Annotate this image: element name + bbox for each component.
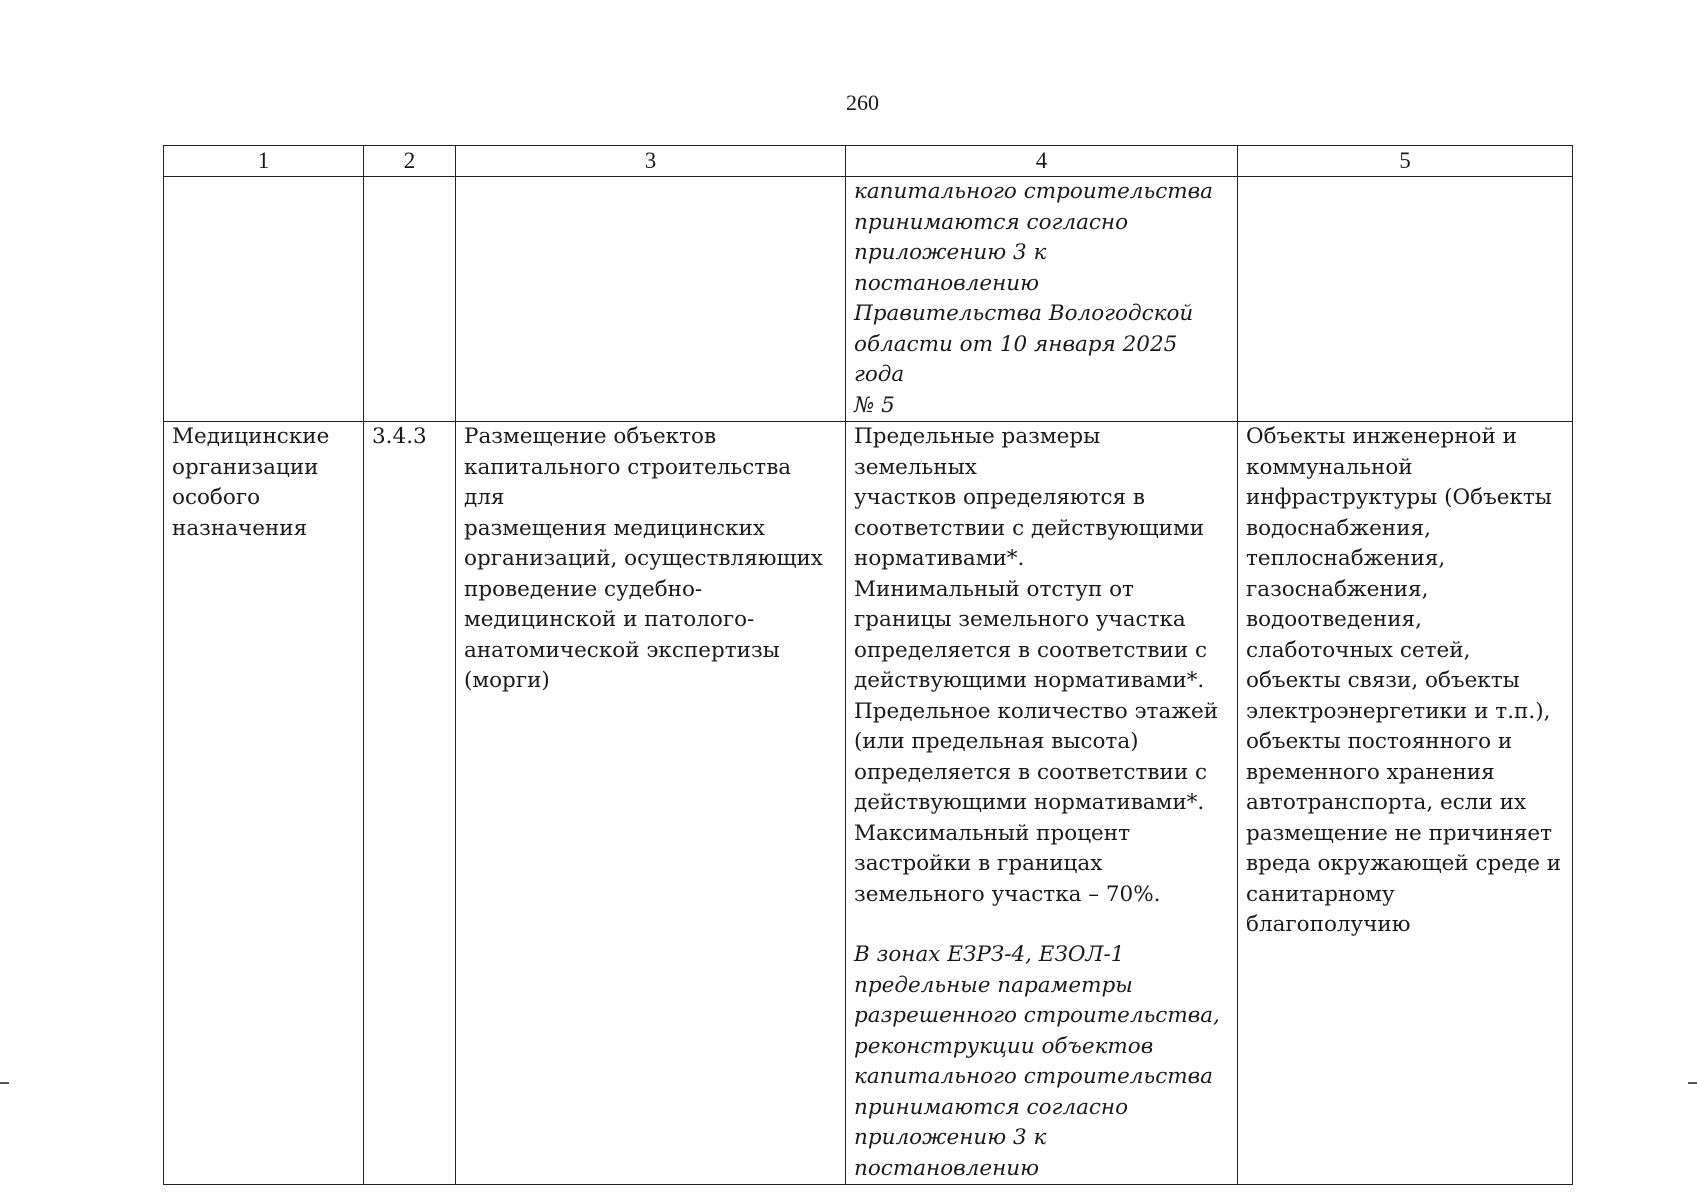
column-header-4: 4 [846, 146, 1238, 177]
page-number: 260 [846, 90, 879, 115]
cell-parameters [846, 422, 1238, 1185]
auxiliary-objects-text: Объекты инженерной и коммунальной инфраструктуры (Объекты водоснабжения, теплоснабжения, газоснабжения, водоотведения, слаботочных сетей, объекты связи, объекты электроэнергетики и т.п.), объекты постоянного и временного хранения автотранспорта, если их размещение не причиняет вреда окружающей среде и санитарному благополучию [1246, 424, 1562, 937]
table-row [164, 422, 1573, 1185]
cell-empty [1238, 177, 1573, 422]
continuation-params-text: капитального строительства принимаются согласно приложению 3 к постановлению Правительства Вологодской области от 10 января 2025 года № 5 [854, 179, 1213, 418]
column-header-3: 3 [456, 146, 846, 177]
cell-code [364, 422, 456, 1185]
cell-empty [364, 177, 456, 422]
zone-parameters-text: В зонах ЕЗРЗ-4, ЕЗОЛ-1 предельные параметры разрешенного строительства, реконструкции объектов капитального строительства принимаются согласно приложению 3 к постановлению [854, 942, 1220, 1181]
use-code-text: 3.4.3 [372, 424, 427, 449]
cell-continuation-params [846, 177, 1238, 422]
use-type-text: Медицинские организации особого назначения [172, 424, 330, 541]
scan-edge-mark [1688, 1082, 1697, 1084]
cell-use-type [164, 422, 364, 1185]
use-description-text: Размещение объектов капитального строительства для размещения медицинских организаций, осуществляющих проведение судебно- медицинской и патолого- анатомической экспертизы (морги) [464, 424, 823, 693]
column-header-2: 2 [364, 146, 456, 177]
scan-edge-mark [0, 1082, 9, 1084]
cell-description [456, 422, 846, 1185]
table-header-row [164, 146, 1573, 177]
cell-empty [164, 177, 364, 422]
cell-empty [456, 177, 846, 422]
parameters-text: Предельные размеры земельных участков определяются в соответствии с действующими нормативами*. Минимальный отступ от границы земельного участка определяется в соответствии с действующими нормативами*. Предельное количество этажей (или предельная высота) определяется в соответствии с действующими нормативами*. Максимальный процент застройки в границах земельного участка – 70%. [854, 424, 1219, 907]
column-header-5: 5 [1238, 146, 1573, 177]
cell-auxiliary-objects [1238, 422, 1573, 1185]
table-row-continuation [164, 177, 1573, 422]
column-header-1: 1 [164, 146, 364, 177]
regulations-table [163, 145, 1573, 1185]
